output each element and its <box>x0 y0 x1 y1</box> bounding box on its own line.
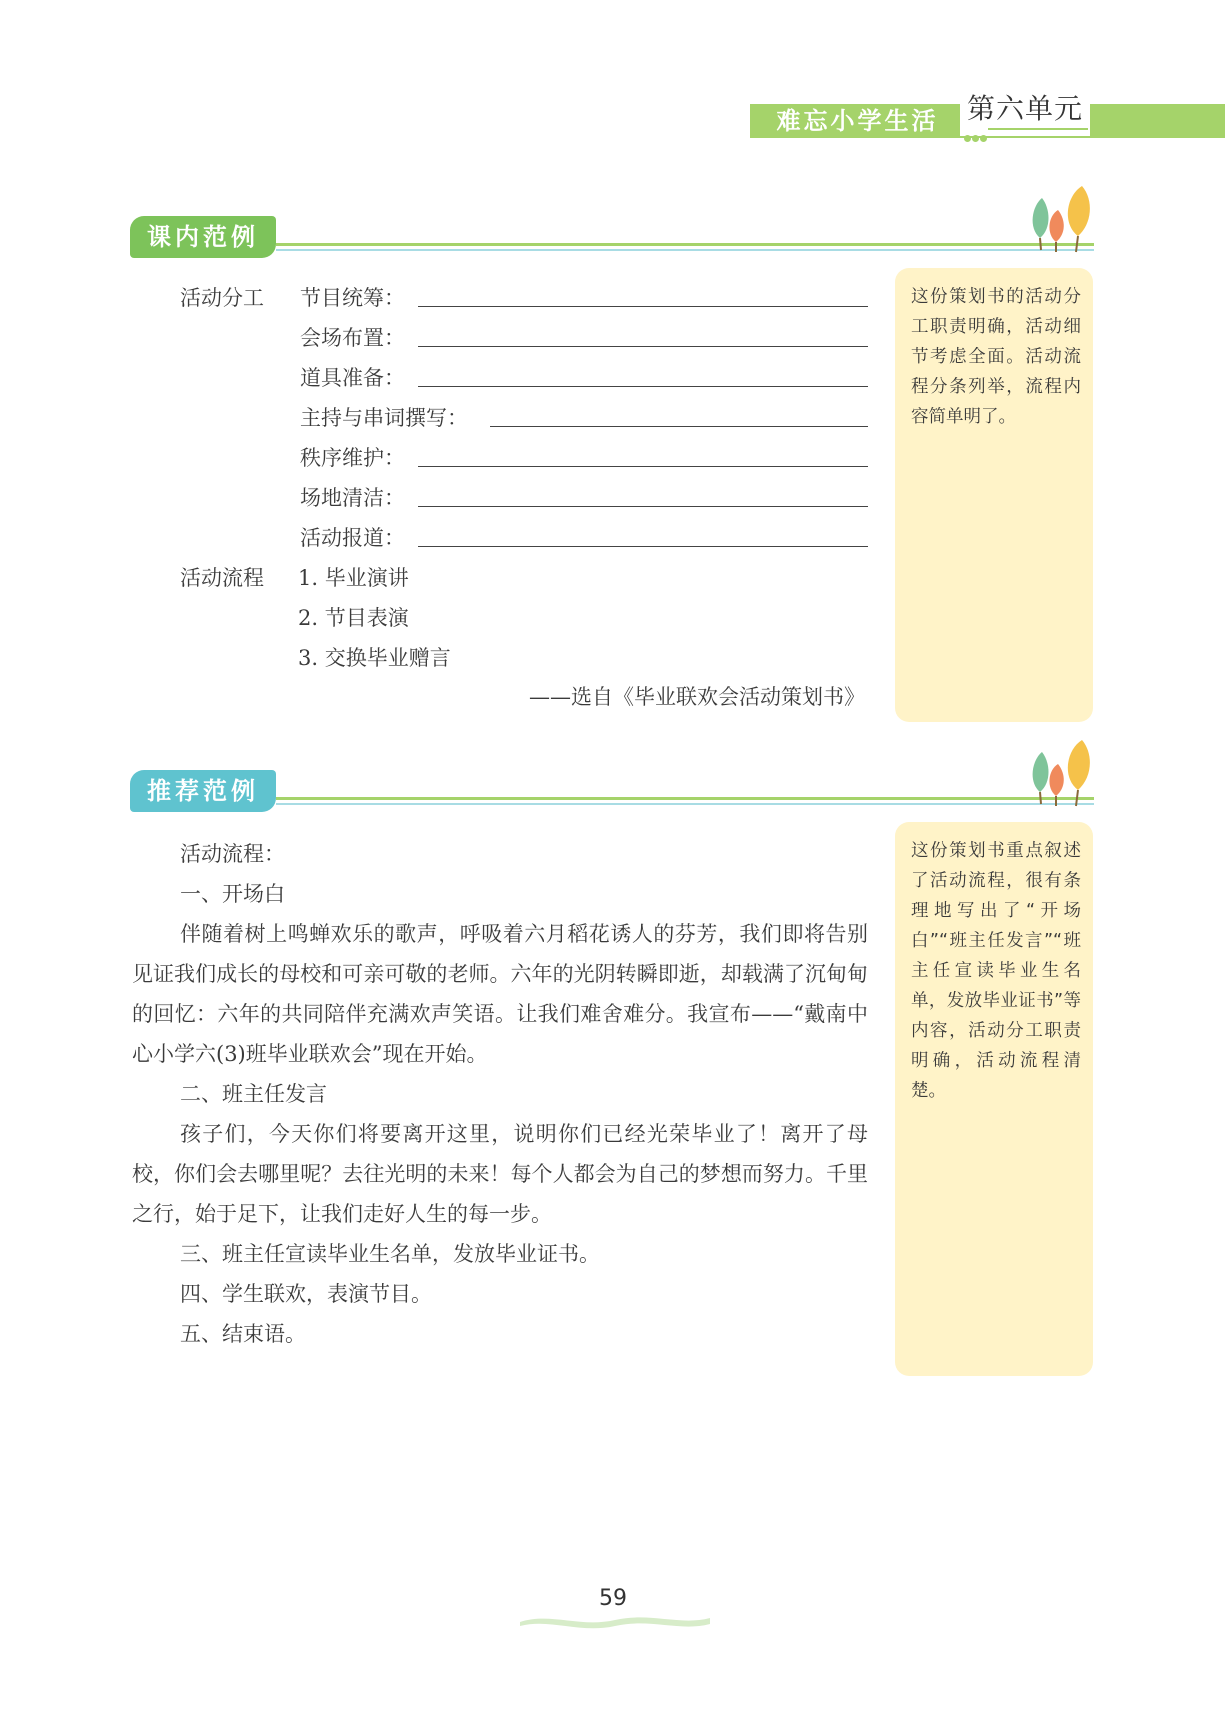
unit-number: 第六单元 <box>967 92 1084 125</box>
role-label: 会场布置： <box>300 326 405 350</box>
page-number: 59 <box>599 1586 627 1611</box>
task-division-label: 活动分工 <box>180 286 264 310</box>
role-label: 场地清洁： <box>300 486 405 510</box>
fill-in-blank <box>418 386 868 387</box>
flow-heading: 活动流程： <box>180 842 285 866</box>
section-rule <box>276 797 1094 805</box>
step-heading: 一、开场白 <box>180 882 285 906</box>
fill-in-blank <box>418 506 868 507</box>
header-dots <box>964 127 988 139</box>
role-label: 道具准备： <box>300 366 405 390</box>
teacher-speech-paragraph: 孩子们，今天你们将要离开这里，说明你们已经光荣毕业了！离开了母校，你们会去哪里呢？去往光明的未来！每个人都会为自己的梦想而努力。千里之行，始于足下，让我们走好人生的每一步。 <box>132 1122 868 1226</box>
page-number-wave-decoration <box>520 1608 710 1632</box>
step-heading: 二、班主任发言 <box>180 1082 327 1106</box>
section-rule <box>276 243 1094 251</box>
fill-in-blank <box>490 426 868 427</box>
header-double-rule <box>988 128 1088 138</box>
fill-in-blank <box>418 466 868 467</box>
leaves-icon <box>1026 740 1096 808</box>
flow-item: 2. 节目表演 <box>298 606 409 630</box>
source-citation: ——选自《毕业联欢会活动策划书》 <box>529 685 865 709</box>
fill-in-blank <box>418 346 868 347</box>
role-label: 活动报道： <box>300 526 405 550</box>
section-tag-in-class-example: 课内范例 <box>130 216 276 258</box>
step-heading: 三、班主任宣读毕业生名单，发放毕业证书。 <box>180 1242 600 1266</box>
step-heading: 四、学生联欢，表演节目。 <box>180 1282 432 1306</box>
role-label: 秩序维护： <box>300 446 405 470</box>
side-note-1: 这份策划书的活动分工职责明确，活动细节考虑全面。活动流程分条列举，流程内容简单明了。 <box>895 268 1093 722</box>
fill-in-blank <box>418 306 868 307</box>
role-label: 主持与串词撰写： <box>300 406 468 430</box>
leaves-icon <box>1026 186 1096 254</box>
flow-item: 3. 交换毕业赠言 <box>298 646 451 670</box>
section-tag-recommended-example: 推荐范例 <box>130 770 276 812</box>
step-heading: 五、结束语。 <box>180 1322 306 1346</box>
flow-item: 1. 毕业演讲 <box>298 566 409 590</box>
activity-flow-label: 活动流程 <box>180 566 264 590</box>
unit-title: 难忘小学生活 <box>776 107 939 135</box>
side-note-2: 这份策划书重点叙述了活动流程，很有条理地写出了“开场白”“班主任发言”“班主任宣读毕业生名单，发放毕业证书”等内容，活动分工职责明确，活动流程清楚。 <box>895 822 1093 1376</box>
role-label: 节目统筹： <box>300 286 405 310</box>
fill-in-blank <box>418 546 868 547</box>
opening-paragraph: 伴随着树上鸣蝉欢乐的歌声，呼吸着六月稻花诱人的芬芳，我们即将告别见证我们成长的母校和可亲可敬的老师。六年的光阴转瞬即逝，却载满了沉甸甸的回忆：六年的共同陪伴充满欢声笑语。让我们难舍难分。我宣布——“戴南中心小学六(3)班毕业联欢会”现在开始。 <box>132 922 868 1066</box>
